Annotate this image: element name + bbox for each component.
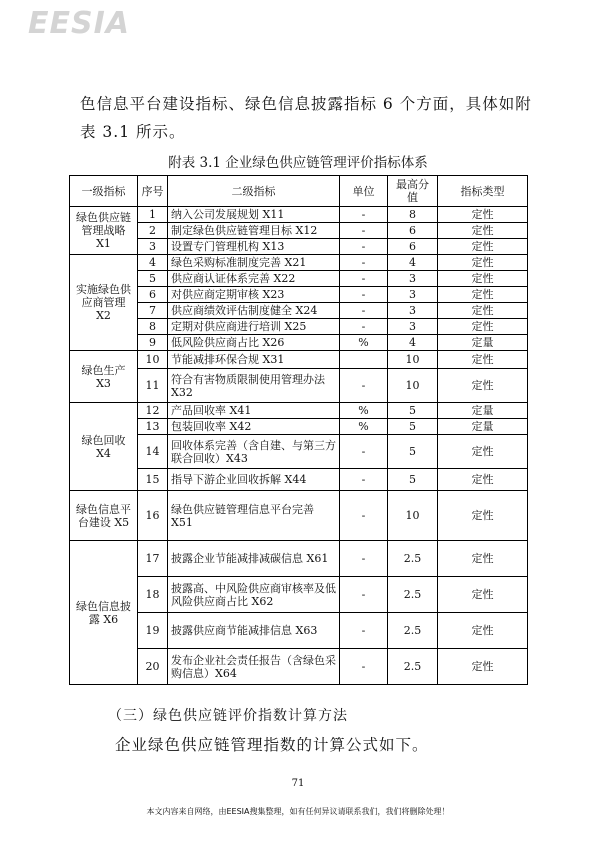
row-no: 10 bbox=[138, 351, 168, 369]
row-max: 2.5 bbox=[388, 577, 438, 613]
row-no: 11 bbox=[138, 369, 168, 403]
row-indicator: 指导下游企业回收拆解 X44 bbox=[168, 469, 340, 491]
row-type: 定性 bbox=[438, 649, 528, 685]
row-no: 6 bbox=[138, 287, 168, 303]
row-indicator: 低风险供应商占比 X26 bbox=[168, 335, 340, 351]
row-unit: - bbox=[340, 491, 388, 541]
table-row bbox=[70, 541, 528, 577]
row-no: 14 bbox=[138, 435, 168, 469]
row-unit: - bbox=[340, 223, 388, 239]
row-no: 9 bbox=[138, 335, 168, 351]
row-unit: - bbox=[340, 271, 388, 287]
table-row bbox=[70, 271, 528, 287]
row-unit: - bbox=[340, 435, 388, 469]
row-no: 18 bbox=[138, 577, 168, 613]
row-no: 4 bbox=[138, 255, 168, 271]
row-indicator: 披露企业节能减排减碳信息 X61 bbox=[168, 541, 340, 577]
row-max: 2.5 bbox=[388, 649, 438, 685]
row-no: 7 bbox=[138, 303, 168, 319]
row-type: 定性 bbox=[438, 207, 528, 223]
header-max-score: 最高分值 bbox=[388, 176, 438, 207]
row-max: 3 bbox=[388, 303, 438, 319]
row-type: 定性 bbox=[438, 287, 528, 303]
row-indicator: 回收体系完善（含自建、与第三方联合回收）X43 bbox=[168, 435, 340, 469]
header-unit: 单位 bbox=[340, 176, 388, 207]
row-indicator: 定期对供应商进行培训 X25 bbox=[168, 319, 340, 335]
row-type: 定性 bbox=[438, 223, 528, 239]
row-type: 定性 bbox=[438, 435, 528, 469]
row-indicator: 绿色采购标准制度完善 X21 bbox=[168, 255, 340, 271]
row-max: 5 bbox=[388, 469, 438, 491]
row-unit: - bbox=[340, 541, 388, 577]
table-row bbox=[70, 351, 528, 369]
row-no: 1 bbox=[138, 207, 168, 223]
row-max: 5 bbox=[388, 403, 438, 419]
header-level2: 二级指标 bbox=[168, 176, 340, 207]
level1-cell: 实施绿色供应商管理 X2 bbox=[70, 255, 138, 351]
row-type: 定量 bbox=[438, 419, 528, 435]
row-unit: - bbox=[340, 469, 388, 491]
row-max: 10 bbox=[388, 351, 438, 369]
header-level1: 一级指标 bbox=[70, 176, 138, 207]
row-no: 12 bbox=[138, 403, 168, 419]
table-caption: 附表 3.1 企业绿色供应链管理评价指标体系 bbox=[168, 155, 428, 171]
row-type: 定性 bbox=[438, 351, 528, 369]
table-row bbox=[70, 335, 528, 351]
row-max: 5 bbox=[388, 435, 438, 469]
table-row bbox=[70, 303, 528, 319]
row-indicator: 设置专门管理机构 X13 bbox=[168, 239, 340, 255]
row-max: 10 bbox=[388, 369, 438, 403]
row-indicator: 符合有害物质限制使用管理办法 X32 bbox=[168, 369, 340, 403]
row-no: 3 bbox=[138, 239, 168, 255]
row-type: 定性 bbox=[438, 271, 528, 287]
row-unit: % bbox=[340, 419, 388, 435]
level1-cell: 绿色信息披露 X6 bbox=[70, 541, 138, 685]
table-row bbox=[70, 255, 528, 271]
row-unit: - bbox=[340, 577, 388, 613]
row-indicator: 供应商绩效评估制度健全 X24 bbox=[168, 303, 340, 319]
row-type: 定性 bbox=[438, 319, 528, 335]
row-unit bbox=[340, 351, 388, 369]
row-type: 定性 bbox=[438, 541, 528, 577]
table-row bbox=[70, 319, 528, 335]
row-max: 3 bbox=[388, 271, 438, 287]
row-type: 定性 bbox=[438, 577, 528, 613]
row-no: 15 bbox=[138, 469, 168, 491]
table-row bbox=[70, 287, 528, 303]
row-unit: - bbox=[340, 369, 388, 403]
row-max: 6 bbox=[388, 239, 438, 255]
table-row bbox=[70, 613, 528, 649]
row-no: 20 bbox=[138, 649, 168, 685]
row-unit: % bbox=[340, 403, 388, 419]
eesia-logo: EESIA bbox=[28, 6, 130, 41]
row-indicator: 制定绿色供应链管理目标 X12 bbox=[168, 223, 340, 239]
row-max: 8 bbox=[388, 207, 438, 223]
row-unit: - bbox=[340, 613, 388, 649]
intro-line-2: 表 3.1 所示。 bbox=[80, 123, 186, 141]
row-indicator: 纳入公司发展规划 X11 bbox=[168, 207, 340, 223]
indicator-table bbox=[69, 175, 528, 685]
table-row bbox=[70, 649, 528, 685]
page-number: 71 bbox=[291, 778, 305, 789]
row-indicator: 绿色供应链管理信息平台完善 X51 bbox=[168, 491, 340, 541]
footer-disclaimer: 本文内容来自网络，由EESIA搜集整理，如有任何异议请联系我们，我们将删除处理！ bbox=[146, 807, 450, 816]
row-max: 5 bbox=[388, 419, 438, 435]
row-indicator: 披露高、中风险供应商审核率及低风险供应商占比 X62 bbox=[168, 577, 340, 613]
row-indicator: 供应商认证体系完善 X22 bbox=[168, 271, 340, 287]
table-row bbox=[70, 577, 528, 613]
row-indicator: 对供应商定期审核 X23 bbox=[168, 287, 340, 303]
row-no: 8 bbox=[138, 319, 168, 335]
row-unit: - bbox=[340, 207, 388, 223]
row-indicator: 包装回收率 X42 bbox=[168, 419, 340, 435]
section-heading: （三）绿色供应链评价指数计算方法 bbox=[108, 708, 348, 724]
row-max: 6 bbox=[388, 223, 438, 239]
row-no: 17 bbox=[138, 541, 168, 577]
formula-intro: 企业绿色供应链管理指数的计算公式如下。 bbox=[115, 736, 429, 754]
row-max: 2.5 bbox=[388, 613, 438, 649]
row-unit: % bbox=[340, 335, 388, 351]
level1-cell: 绿色回收 X4 bbox=[70, 403, 138, 491]
table-row bbox=[70, 369, 528, 403]
row-no: 19 bbox=[138, 613, 168, 649]
row-type: 定性 bbox=[438, 255, 528, 271]
table-row bbox=[70, 207, 528, 223]
row-indicator: 节能减排环保合规 X31 bbox=[168, 351, 340, 369]
header-no: 序号 bbox=[138, 176, 168, 207]
row-indicator: 产品回收率 X41 bbox=[168, 403, 340, 419]
row-unit: - bbox=[340, 649, 388, 685]
row-type: 定性 bbox=[438, 469, 528, 491]
intro-line-1: 色信息平台建设指标、绿色信息披露指标 6 个方面，具体如附 bbox=[80, 95, 532, 113]
table-row bbox=[70, 435, 528, 469]
row-max: 3 bbox=[388, 287, 438, 303]
table-row bbox=[70, 491, 528, 541]
level1-cell: 绿色信息平台建设 X5 bbox=[70, 491, 138, 541]
row-max: 2.5 bbox=[388, 541, 438, 577]
row-no: 5 bbox=[138, 271, 168, 287]
level1-cell: 绿色生产 X3 bbox=[70, 351, 138, 403]
row-no: 2 bbox=[138, 223, 168, 239]
table-row bbox=[70, 419, 528, 435]
table-row bbox=[70, 239, 528, 255]
row-type: 定性 bbox=[438, 239, 528, 255]
row-type: 定性 bbox=[438, 491, 528, 541]
row-type: 定性 bbox=[438, 613, 528, 649]
table-row bbox=[70, 403, 528, 419]
table-row bbox=[70, 469, 528, 491]
row-unit: - bbox=[340, 239, 388, 255]
row-type: 定性 bbox=[438, 303, 528, 319]
row-no: 16 bbox=[138, 491, 168, 541]
row-indicator: 发布企业社会责任报告（含绿色采购信息）X64 bbox=[168, 649, 340, 685]
row-max: 4 bbox=[388, 255, 438, 271]
row-unit: - bbox=[340, 255, 388, 271]
row-unit: - bbox=[340, 319, 388, 335]
level1-cell: 绿色供应链管理战略 X1 bbox=[70, 207, 138, 255]
row-unit: - bbox=[340, 287, 388, 303]
row-max: 4 bbox=[388, 335, 438, 351]
row-type: 定量 bbox=[438, 403, 528, 419]
row-max: 10 bbox=[388, 491, 438, 541]
row-type: 定量 bbox=[438, 335, 528, 351]
row-no: 13 bbox=[138, 419, 168, 435]
row-unit: - bbox=[340, 303, 388, 319]
table-header-row bbox=[70, 176, 528, 207]
row-max: 3 bbox=[388, 319, 438, 335]
header-type: 指标类型 bbox=[438, 176, 528, 207]
table-row bbox=[70, 223, 528, 239]
row-indicator: 披露供应商节能减排信息 X63 bbox=[168, 613, 340, 649]
row-type: 定性 bbox=[438, 369, 528, 403]
